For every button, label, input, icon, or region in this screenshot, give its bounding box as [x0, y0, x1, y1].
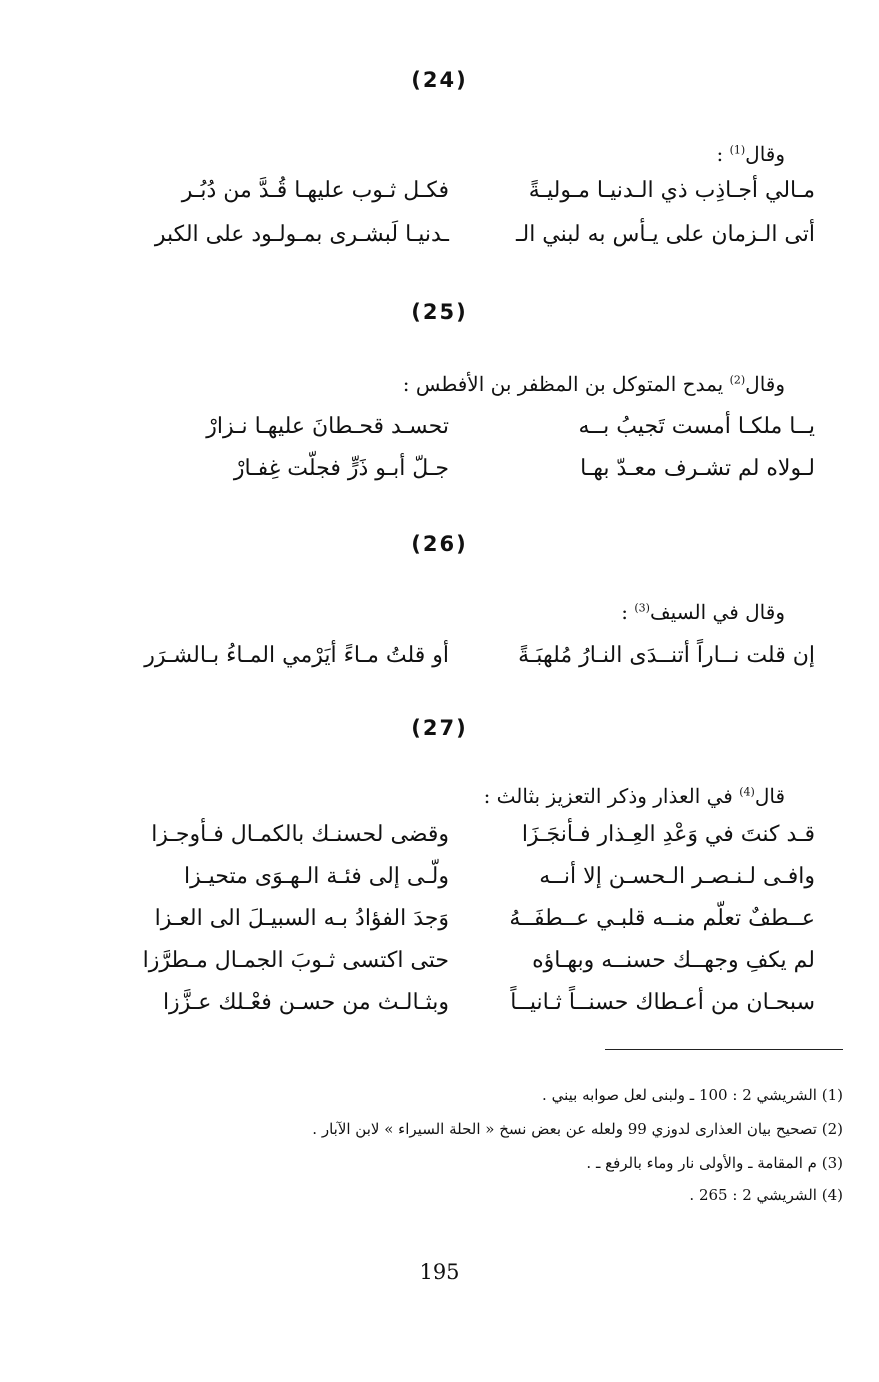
- verse-first-hemistich: مـالي أجـاذِب ذي الـدنيـا مـوليـةً: [528, 178, 815, 203]
- verse-first-hemistich: وافـى لـنـصـر الـحسـن إلا أنــه: [539, 864, 815, 889]
- verse-first-hemistich: إن قلت نــاراً أتنــدَى النـارُ مُلهبَـةً: [518, 643, 815, 668]
- footnote-marker: (3): [634, 601, 650, 615]
- poem-intro: وقال$^{(2)}$ يمدح المتوكل بن المظفر بن الأفطس :: [402, 372, 785, 396]
- footnote-divider: [605, 1049, 843, 1050]
- footnote-marker: (4): [739, 785, 755, 799]
- footnote: (4) الشريشي 2 : 265 .: [689, 1186, 843, 1204]
- verse-first-hemistich: أتى الـزمان على يـأس به لبني الـ: [516, 222, 815, 247]
- verse-second-hemistich: ـدنيـا لَبشـرى بمـولـود على الكبر: [154, 222, 449, 247]
- verse-first-hemistich: يــا ملكـا أمست تَجيبُ بــه: [578, 414, 815, 439]
- verse-second-hemistich: وَجدَ الفؤادُ بـه السبيـلَ الى العـزا: [154, 906, 449, 931]
- footnote: (3) م المقامة ـ والأولى نار وماء بالرفع ـ .: [586, 1154, 843, 1172]
- verse-second-hemistich: أو قلتُ مـاءً أيَرْمي المـاءُ بـالشـرَر: [144, 643, 449, 668]
- verse-second-hemistich: تحسـد قحـطانَ عليهـا نـزارْ: [206, 414, 449, 439]
- poem-number: (25): [411, 300, 468, 324]
- verse-second-hemistich: وبثـالـث من حسـن فعْـلك عـزَّزا: [162, 990, 449, 1015]
- verse-second-hemistich: ولّـى إلى فئـة الـهـوَى متحيـزا: [183, 864, 449, 889]
- poem-intro: قال$^{(4)}$ في العذار وذكر التعزيز بثالث :: [483, 784, 785, 808]
- verse-second-hemistich: جـلّ أبـو ذَرٍّ فجلّت غِفـارْ: [233, 456, 449, 481]
- poem-number: (24): [411, 68, 468, 92]
- poem-number: (27): [411, 716, 468, 740]
- verse-first-hemistich: سبحـان من أعـطاك حسنــاً ثـانيــاً: [510, 990, 815, 1015]
- poem-intro: وقال$^{(1)}$ :: [716, 142, 785, 166]
- footnote-marker: (2): [729, 373, 746, 387]
- verse-second-hemistich: فكـل ثـوب عليهـا قُـدَّ من دُبُـر: [181, 178, 449, 203]
- verse-first-hemistich: قـد كنتَ في وَعْدِ العِـذار فـأنجَـزَا: [521, 822, 815, 847]
- footnote: (2) تصحيح بيان العذارى لدوزي 99 ولعله عن بعض نسخ « الحلة السيراء » لابن الآبار .: [312, 1120, 843, 1138]
- verse-second-hemistich: وقضى لحسنـك بالكمـال فـأوجـزا: [151, 822, 449, 847]
- footnote: (1) الشريشي 2 : 100 ـ ولبنى لعل صوابه بيني .: [542, 1086, 843, 1104]
- verse-first-hemistich: لـولاه لم تشـرف معـدّ بهـا: [580, 456, 815, 481]
- poem-number: (26): [411, 532, 468, 556]
- verse-second-hemistich: حتى اكتسى ثـوبَ الجمـال مـطرَّزا: [142, 948, 449, 973]
- poem-intro: وقال في السيف$^{(3)}$ :: [621, 600, 785, 624]
- page-number: 195: [419, 1260, 460, 1284]
- verse-first-hemistich: عــطفٌ تعلّم منــه قلبـي عــطفَــهُ: [509, 906, 815, 931]
- footnote-marker: (1): [729, 143, 746, 157]
- verse-first-hemistich: لم يكفِ وجهــك حسنــه وبهـاؤه: [532, 948, 815, 973]
